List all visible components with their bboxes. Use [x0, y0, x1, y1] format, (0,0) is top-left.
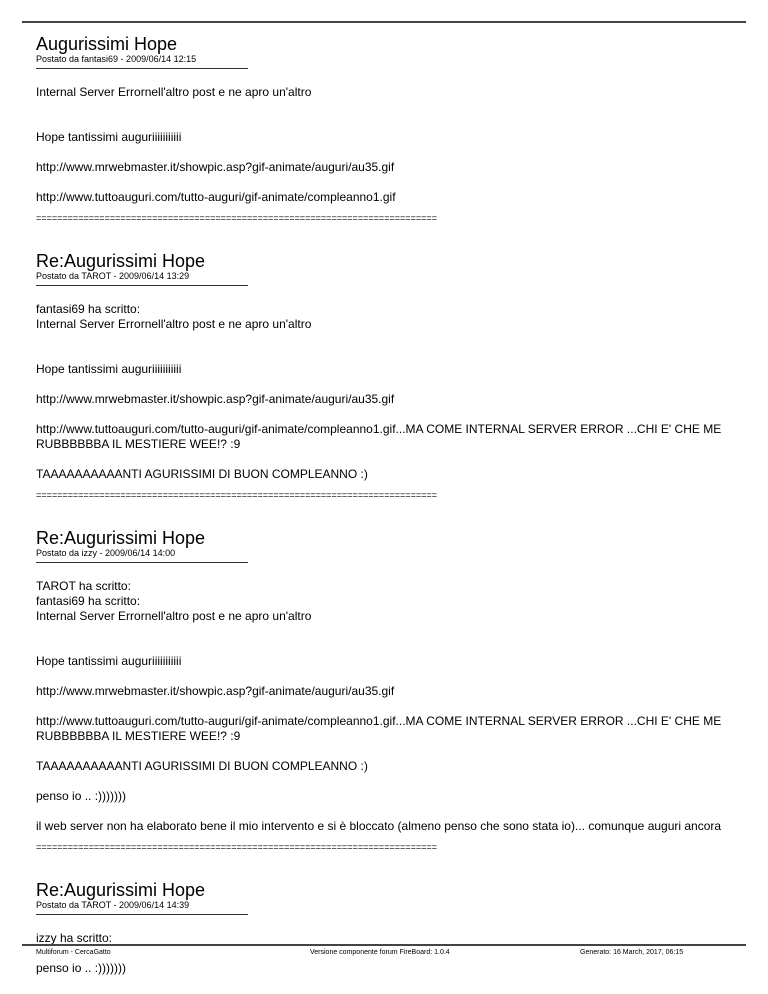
post-separator: ============================================================================	[36, 490, 437, 500]
post-body	[36, 302, 736, 482]
post-line: http://www.mrwebmaster.it/showpic.asp?gif-animate/auguri/au35.gif	[36, 392, 395, 406]
post-divider	[36, 68, 248, 69]
quote-attribution: fantasi69 ha scritto:	[36, 594, 141, 608]
forum-post	[36, 528, 736, 852]
post-line: http://www.mrwebmaster.it/showpic.asp?gif-animate/auguri/au35.gif	[36, 684, 395, 698]
post-divider	[36, 914, 248, 915]
post-title: Re:Augurissimi Hope	[36, 528, 206, 548]
post-divider	[36, 285, 248, 286]
footer-rule	[22, 944, 746, 946]
quote-attribution: TAROT ha scritto:	[36, 579, 131, 593]
post-line: http://www.tuttoauguri.com/tutto-auguri/gif-animate/compleanno1.gif...MA COME INTERNAL SERVER ERROR ...CHI E' CHE ME RUBBBBBBA IL MESTIERE WEE!? :9	[36, 714, 722, 743]
footer-generated-date: Generato: 16 March, 2017, 06:15	[580, 949, 684, 956]
post-body	[36, 85, 736, 205]
post-line: Hope tantissimi auguriiiiiiiiiii	[36, 130, 182, 144]
post-meta: Postato da fantasi69 - 2009/06/14 12:15	[36, 54, 197, 64]
post-divider	[36, 562, 248, 563]
post-meta: Postato da izzy - 2009/06/14 14:00	[36, 548, 176, 558]
footer-component-version: Versione componente forum FireBoard: 1.0.4	[310, 949, 450, 956]
post-title: Re:Augurissimi Hope	[36, 251, 206, 271]
footer-site-name: Multiforum - CercaGatto	[36, 949, 111, 956]
forum-post	[36, 251, 736, 500]
forum-export	[36, 34, 736, 976]
post-line: Internal Server Errornell'altro post e ne apro un'altro	[36, 317, 312, 331]
forum-post	[36, 880, 736, 976]
post-title: Augurissimi Hope	[36, 34, 178, 54]
post-meta: Postato da TAROT - 2009/06/14 14:39	[36, 900, 190, 910]
post-separator: ============================================================================	[36, 213, 437, 223]
post-meta: Postato da TAROT - 2009/06/14 13:29	[36, 271, 190, 281]
post-line: http://www.tuttoauguri.com/tutto-auguri/gif-animate/compleanno1.gif...MA COME INTERNAL SERVER ERROR ...CHI E' CHE ME RUBBBBBBA IL MESTIERE WEE!? :9	[36, 422, 722, 451]
post-line: http://www.mrwebmaster.it/showpic.asp?gif-animate/auguri/au35.gif	[36, 160, 395, 174]
post-line: Hope tantissimi auguriiiiiiiiiii	[36, 654, 182, 668]
post-line: Internal Server Errornell'altro post e ne apro un'altro	[36, 609, 312, 623]
post-line: TAAAAAAAAAANTI AGURISSIMI DI BUON COMPLEANNO :)	[36, 759, 368, 773]
quote-attribution: fantasi69 ha scritto:	[36, 302, 141, 316]
forum-post	[36, 34, 736, 223]
post-line: Internal Server Errornell'altro post e ne apro un'altro	[36, 85, 312, 99]
post-title: Re:Augurissimi Hope	[36, 880, 206, 900]
post-separator: ============================================================================	[36, 842, 437, 852]
quote-attribution: izzy ha scritto:	[36, 931, 113, 945]
post-line: http://www.tuttoauguri.com/tutto-auguri/gif-animate/compleanno1.gif	[36, 190, 396, 204]
post-line: penso io .. :)))))))	[36, 961, 127, 975]
post-line: il web server non ha elaborato bene il mio intervento e si è bloccato (almeno penso che sono stata io)... comunque auguri ancora	[36, 819, 722, 833]
post-line: TAAAAAAAAAANTI AGURISSIMI DI BUON COMPLEANNO :)	[36, 467, 368, 481]
page-top-rule	[22, 21, 746, 23]
post-line: penso io .. :)))))))	[36, 789, 127, 803]
post-body	[36, 579, 736, 834]
post-line: Hope tantissimi auguriiiiiiiiiii	[36, 362, 182, 376]
